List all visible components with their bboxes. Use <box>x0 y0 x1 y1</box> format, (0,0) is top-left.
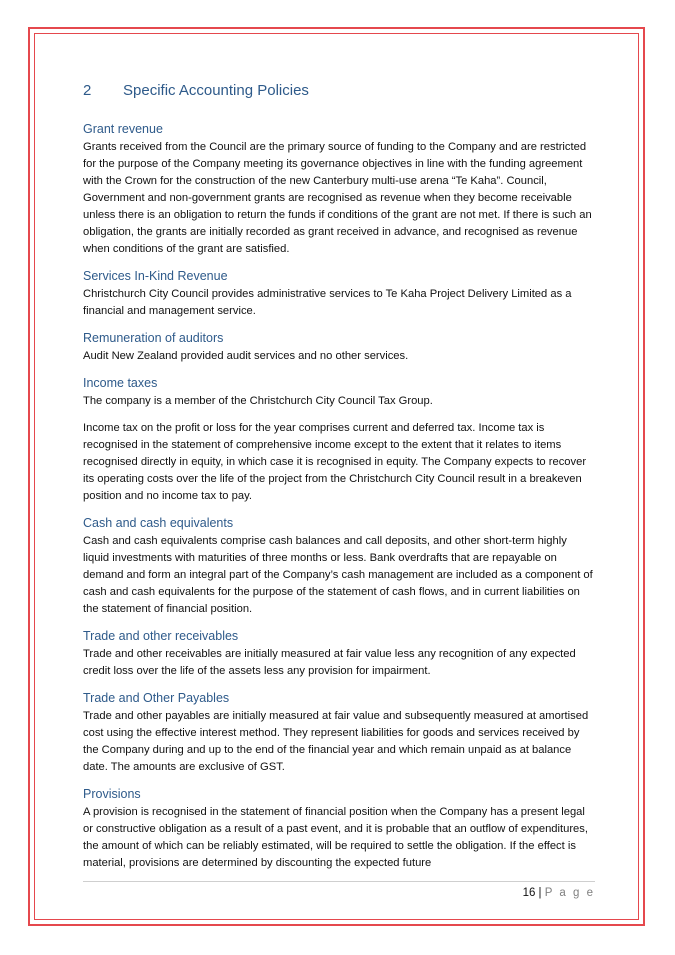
provisions-paragraph: A provision is recognised in the statement of financial position when the Company has a present legal or constructive obligation as a result of a past event, and it is probable that an outflow of expenditures, the amount of which can be reliably estimated, will be required to settle the obligation. If the effect is material, provisions are determined by discounting the expected future <box>83 806 588 869</box>
income-taxes-heading: Income taxes <box>83 376 158 390</box>
section-number: 2 <box>83 82 92 99</box>
document-body <box>83 82 595 878</box>
auditors-heading: Remuneration of auditors <box>83 331 224 345</box>
page-number-value: 16 <box>522 887 536 899</box>
page-number <box>523 887 595 899</box>
receivables-heading: Trade and other receivables <box>83 629 239 643</box>
grant-revenue-paragraph: Grants received from the Council are the primary source of funding to the Company and are restricted for the purpose of the Company meeting its governance objectives in line with the funding agreement with the Crown for the construction of the new Canterbury multi-use arena “Te Kaha”. Council, Government and non-government grants are recognised as revenue when they become receivable unless there is an obligation to return the funds if conditions of the grant are not met. If there is such an obligation, the grants are initially recorded as grant received in advance, and recognised as revenue when conditions of the grant are satisfied. <box>83 141 592 255</box>
footer-divider <box>83 881 595 882</box>
section-heading <box>83 82 595 99</box>
services-in-kind-paragraph: Christchurch City Council provides administrative services to Te Kaha Project Delivery Limited as a financial and management service. <box>83 288 572 317</box>
provisions-heading: Provisions <box>83 787 141 801</box>
income-taxes-paragraph-2: Income tax on the profit or loss for the year comprises current and deferred tax. Income tax is recognised in the statement of comprehensive income except to the extent that it relates to items recognised directly in equity, in which case it is recognised in equity. The Company expects to recover its operating costs over the life of the project from the Christchurch City Council result in a breakeven position and no income tax to pay. <box>83 422 587 502</box>
cash-paragraph: Cash and cash equivalents comprise cash balances and call deposits, and other short-term highly liquid investments with maturities of three months or less. Bank overdrafts that are repayable on demand and form an integral part of the Company’s cash management are included as a component of cash and cash equivalents for the purpose of the statement of cash flows, and in current liabilities on the statement of financial position. <box>83 535 593 615</box>
cash-heading: Cash and cash equivalents <box>83 516 234 530</box>
page-label: P a g e <box>544 887 595 899</box>
payables-paragraph: Trade and other payables are initially measured at fair value and subsequently measured at amortised cost using the effective interest method. They represent liabilities for goods and services received by the Company during and up to the end of the financial year and which remain unpaid as at balance date. The amounts are exclusive of GST. <box>83 710 589 773</box>
grant-revenue-heading: Grant revenue <box>83 122 163 136</box>
payables-heading: Trade and Other Payables <box>83 691 230 705</box>
services-in-kind-heading: Services In-Kind Revenue <box>83 269 228 283</box>
section-title: Specific Accounting Policies <box>123 82 309 99</box>
auditors-paragraph: Audit New Zealand provided audit services and no other services. <box>83 350 409 362</box>
income-taxes-paragraph-1: The company is a member of the Christchurch City Council Tax Group. <box>83 395 433 407</box>
receivables-paragraph: Trade and other receivables are initially measured at fair value less any recognition of any expected credit loss over the life of the assets less any provision for impairment. <box>83 648 576 677</box>
page-number-separator: | <box>535 887 545 899</box>
